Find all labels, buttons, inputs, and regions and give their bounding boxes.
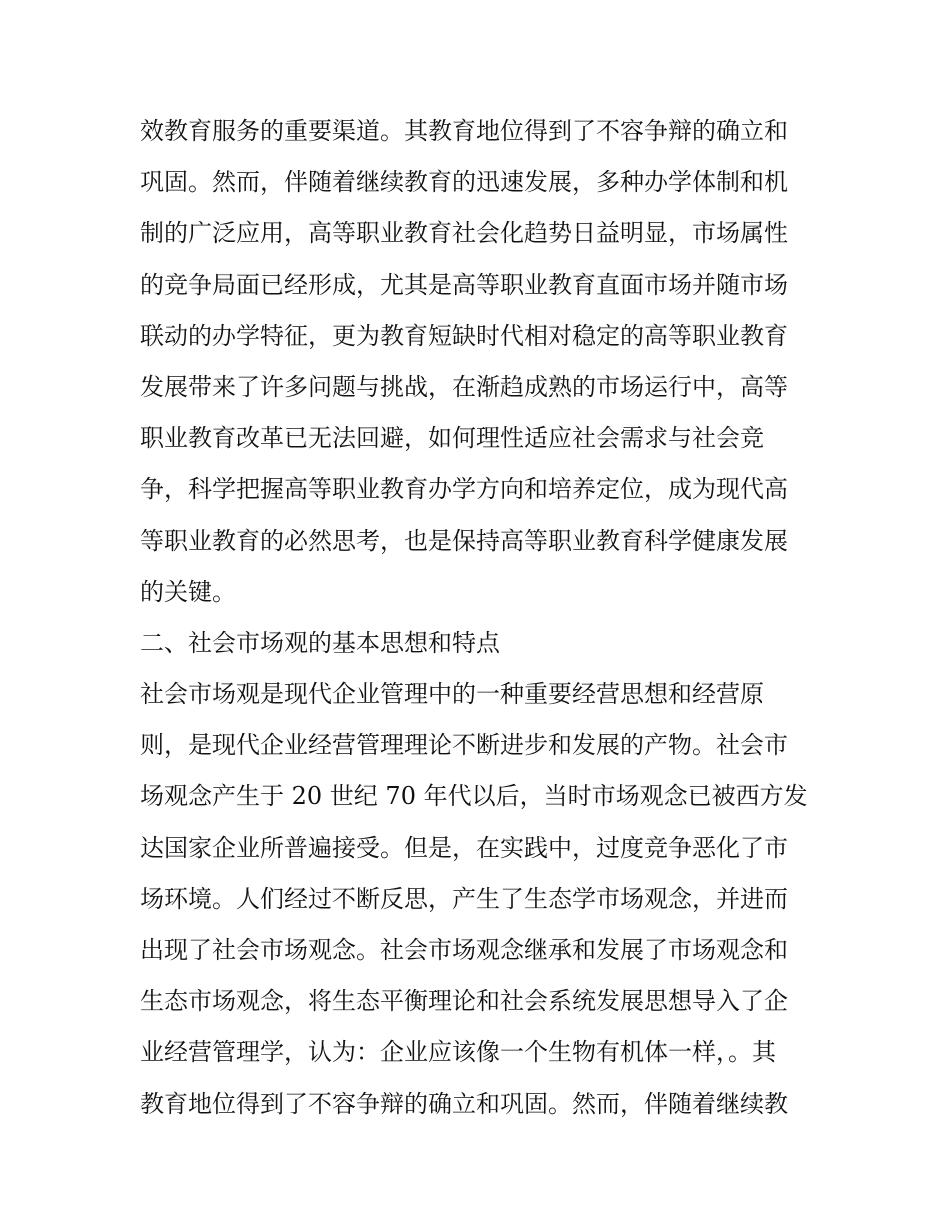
text-line: 等职业教育的必然思考，也是保持高等职业教育科学健康发展 xyxy=(140,526,788,555)
text-line: 场观念产生于 20 世纪 70 年代以后，当时市场观念已被西方发 xyxy=(140,782,808,811)
text-line: 教育地位得到了不容争辩的确立和巩固。然而，伴随着继续教 xyxy=(140,1089,788,1118)
text-line: 则，是现代企业经营管理理论不断进步和发展的产物。社会市 xyxy=(140,731,788,760)
text-line: 效教育服务的重要渠道。其教育地位得到了不容争辩的确立和 xyxy=(140,117,788,145)
text-line: 职业教育改革已无法回避，如何理性适应社会需求与社会竞 xyxy=(140,424,764,453)
text-line: 的竞争局面已经形成，尤其是高等职业教育直面市场并随市场 xyxy=(140,270,788,299)
body-text xyxy=(140,106,820,1130)
text-line: 巩固。然而，伴随着继续教育的迅速发展，多种办学体制和机 xyxy=(140,168,788,197)
text-line: 业经营管理学，认为：企业应该像一个生物有机体一样，。其 xyxy=(140,1038,776,1067)
section-heading: 二、社会市场观的基本思想和特点 xyxy=(140,628,500,657)
text-line: 达国家企业所普遍接受。但是，在实践中，过度竞争恶化了市 xyxy=(140,833,788,862)
text-line: 场环境。人们经过不断反思，产生了生态学市场观念，并进而 xyxy=(140,884,788,913)
text-line: 发展带来了许多问题与挑战，在渐趋成熟的市场运行中，高等 xyxy=(140,372,788,401)
text-line: 出现了社会市场观念。社会市场观念继承和发展了市场观念和 xyxy=(140,936,788,964)
text-line: 生态市场观念，将生态平衡理论和社会系统发展思想导入了企 xyxy=(140,987,788,1016)
text-line: 的关键。 xyxy=(140,577,236,606)
text-line: 联动的办学特征，更为教育短缺时代相对稳定的高等职业教育 xyxy=(140,321,788,350)
text-line: 社会市场观是现代企业管理中的一种重要经营思想和经营原 xyxy=(140,680,764,709)
text-line: 争，科学把握高等职业教育办学方向和培养定位，成为现代高 xyxy=(140,475,788,504)
text-line: 制的广泛应用，高等职业教育社会化趋势日益明显，市场属性 xyxy=(140,219,788,248)
